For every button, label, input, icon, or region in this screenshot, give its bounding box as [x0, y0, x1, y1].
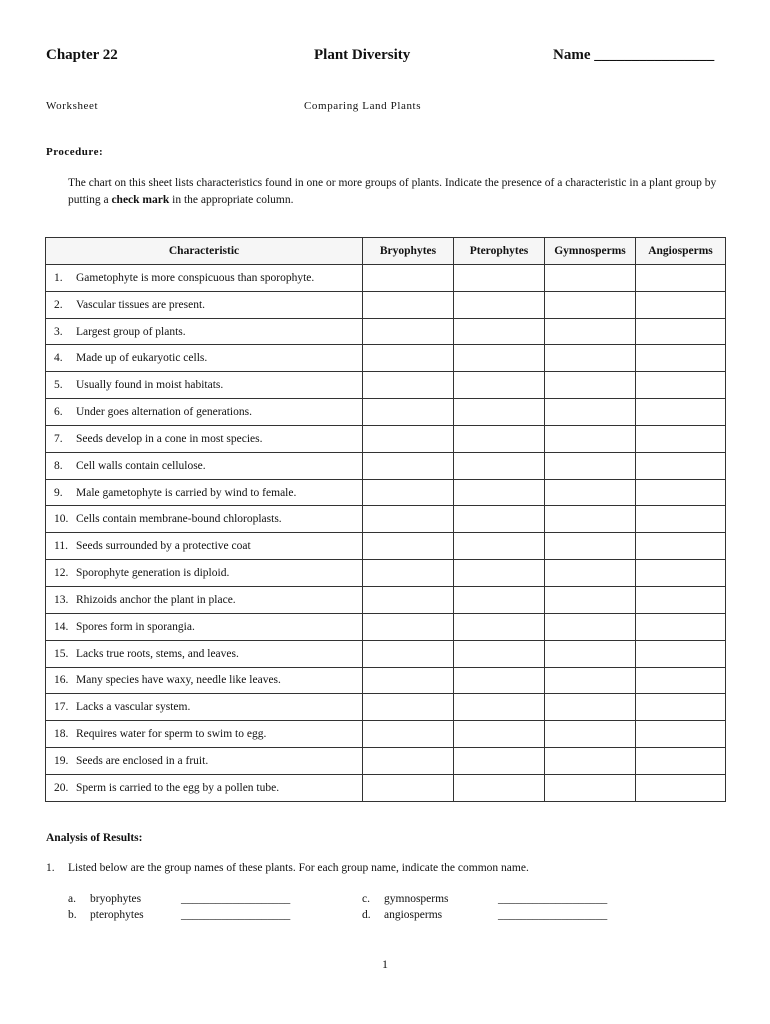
answer-item-d	[362, 909, 442, 921]
checkbox-cell-gymnosperms[interactable]	[545, 506, 636, 533]
checkbox-cell-pterophytes[interactable]	[454, 318, 545, 345]
row-number: 8.	[54, 459, 63, 472]
item-letter: c.	[362, 893, 370, 905]
checkbox-cell-gymnosperms[interactable]	[545, 372, 636, 399]
characteristic-cell	[46, 318, 363, 345]
question-number: 1.	[46, 862, 55, 874]
table-row	[46, 291, 726, 318]
checkbox-cell-angiosperms[interactable]	[636, 264, 726, 291]
row-number: 6.	[54, 406, 63, 419]
checkbox-cell-angiosperms[interactable]	[636, 425, 726, 452]
checkbox-cell-pterophytes[interactable]	[454, 372, 545, 399]
checkbox-cell-angiosperms[interactable]	[636, 318, 726, 345]
checkbox-cell-bryophytes[interactable]	[363, 425, 454, 452]
checkbox-cell-pterophytes[interactable]	[454, 425, 545, 452]
checkbox-cell-gymnosperms[interactable]	[545, 560, 636, 587]
characteristic-cell	[46, 667, 363, 694]
name-field[interactable]: Name ________________	[553, 47, 715, 63]
answer-blank-d[interactable]: ___________________	[498, 909, 608, 921]
question-text: Listed below are the group names of these plants. For each group name, indicate the common name.	[68, 862, 529, 874]
checkbox-cell-bryophytes[interactable]	[363, 640, 454, 667]
characteristic-text: Seeds are enclosed in a fruit.	[76, 755, 209, 767]
checkbox-cell-bryophytes[interactable]	[363, 399, 454, 426]
characteristic-cell	[46, 372, 363, 399]
table-row	[46, 640, 726, 667]
checkbox-cell-angiosperms[interactable]	[636, 774, 726, 801]
checkbox-cell-pterophytes[interactable]	[454, 479, 545, 506]
checkbox-cell-bryophytes[interactable]	[363, 452, 454, 479]
checkbox-cell-bryophytes[interactable]	[363, 533, 454, 560]
row-number: 5.	[54, 379, 63, 392]
item-letter: b.	[68, 909, 77, 921]
col-header-bryophytes: Bryophytes	[363, 238, 454, 265]
item-name: gymnosperms	[384, 893, 449, 905]
characteristic-text: Many species have waxy, needle like leaves.	[76, 674, 281, 687]
checkbox-cell-gymnosperms[interactable]	[545, 425, 636, 452]
characteristic-text: Spores form in sporangia.	[76, 620, 195, 633]
checkbox-cell-bryophytes[interactable]	[363, 560, 454, 587]
characteristic-text: Under goes alternation of generations.	[76, 406, 252, 419]
checkbox-cell-gymnosperms[interactable]	[545, 587, 636, 614]
characteristic-cell	[46, 748, 363, 775]
col-header-angiosperms: Angiosperms	[636, 238, 726, 265]
checkbox-cell-gymnosperms[interactable]	[545, 399, 636, 426]
item-name: bryophytes	[90, 893, 142, 905]
table-row	[46, 318, 726, 345]
characteristic-cell	[46, 613, 363, 640]
checkbox-cell-gymnosperms[interactable]	[545, 694, 636, 721]
checkbox-cell-gymnosperms[interactable]	[545, 452, 636, 479]
checkbox-cell-angiosperms[interactable]	[636, 452, 726, 479]
table-row	[46, 452, 726, 479]
checkbox-cell-bryophytes[interactable]	[363, 506, 454, 533]
col-header-characteristic: Characteristic	[46, 238, 363, 265]
procedure-heading: Procedure:	[46, 146, 104, 158]
checkbox-cell-gymnosperms[interactable]	[545, 640, 636, 667]
checkbox-cell-gymnosperms[interactable]	[545, 667, 636, 694]
answer-blank-a[interactable]: ___________________	[181, 893, 291, 905]
characteristic-text: Cells contain membrane-bound chloroplasts.	[76, 513, 282, 526]
checkbox-cell-pterophytes[interactable]	[454, 694, 545, 721]
page-title: Plant Diversity	[314, 47, 411, 63]
row-number: 10.	[54, 513, 69, 526]
checkbox-cell-bryophytes[interactable]	[363, 318, 454, 345]
row-number: 13.	[54, 593, 69, 606]
chapter-label: Chapter 22	[46, 47, 118, 63]
table-row	[46, 399, 726, 426]
checkbox-cell-angiosperms[interactable]	[636, 399, 726, 426]
row-number: 15.	[54, 647, 69, 660]
checkbox-cell-angiosperms[interactable]	[636, 533, 726, 560]
answer-item-a	[68, 893, 141, 905]
characteristic-cell	[46, 721, 363, 748]
checkbox-cell-pterophytes[interactable]	[454, 291, 545, 318]
checkbox-cell-angiosperms[interactable]	[636, 560, 726, 587]
characteristic-text: Seeds develop in a cone in most species.	[76, 432, 263, 445]
row-number: 18.	[54, 728, 69, 741]
checkbox-cell-pterophytes[interactable]	[454, 613, 545, 640]
row-number: 20.	[54, 781, 69, 794]
checkbox-cell-pterophytes[interactable]	[454, 640, 545, 667]
checkbox-cell-bryophytes[interactable]	[363, 774, 454, 801]
worksheet-label: Worksheet	[46, 100, 99, 112]
row-number: 9.	[54, 486, 63, 499]
checkbox-cell-bryophytes[interactable]	[363, 291, 454, 318]
table-row	[46, 667, 726, 694]
table-row	[46, 560, 726, 587]
row-number: 11.	[54, 540, 68, 553]
table-row	[46, 694, 726, 721]
row-number: 2.	[54, 298, 63, 311]
table-row	[46, 372, 726, 399]
page-number: 1	[382, 957, 388, 971]
answer-blank-c[interactable]: ___________________	[498, 893, 608, 905]
answer-item-c	[362, 893, 449, 905]
table-header-row	[46, 238, 726, 265]
checkbox-cell-pterophytes[interactable]	[454, 774, 545, 801]
table-row	[46, 425, 726, 452]
characteristic-cell	[46, 345, 363, 372]
table-row	[46, 774, 726, 801]
procedure-instructions	[68, 175, 718, 209]
checkbox-cell-gymnosperms[interactable]	[545, 613, 636, 640]
checkbox-cell-pterophytes[interactable]	[454, 452, 545, 479]
checkbox-cell-bryophytes[interactable]	[363, 372, 454, 399]
checkbox-cell-pterophytes[interactable]	[454, 533, 545, 560]
item-name: pterophytes	[90, 909, 144, 921]
checkbox-cell-pterophytes[interactable]	[454, 721, 545, 748]
characteristic-text: Sperm is carried to the egg by a pollen tube.	[76, 781, 280, 794]
col-header-gymnosperms: Gymnosperms	[545, 238, 636, 265]
characteristic-cell	[46, 640, 363, 667]
checkbox-cell-angiosperms[interactable]	[636, 721, 726, 748]
row-number: 7.	[54, 432, 63, 445]
checkbox-cell-bryophytes[interactable]	[363, 748, 454, 775]
characteristic-cell	[46, 694, 363, 721]
characteristic-cell	[46, 479, 363, 506]
checkbox-cell-gymnosperms[interactable]	[545, 345, 636, 372]
characteristic-cell	[46, 560, 363, 587]
characteristic-text: Gametophyte is more conspicuous than sporophyte.	[76, 271, 315, 284]
table-row	[46, 533, 726, 560]
checkbox-cell-pterophytes[interactable]	[454, 748, 545, 775]
checkbox-cell-angiosperms[interactable]	[636, 694, 726, 721]
analysis-heading: Analysis of Results:	[46, 832, 143, 844]
characteristic-cell	[46, 264, 363, 291]
item-letter: d.	[362, 909, 371, 921]
checkbox-cell-gymnosperms[interactable]	[545, 318, 636, 345]
instructions-text-1: The chart on this sheet lists characteristics found in one or more groups of plants. Indicate the presence of a characteristic in a plant group by putting a	[68, 177, 717, 206]
checkbox-cell-pterophytes[interactable]	[454, 560, 545, 587]
table-row	[46, 264, 726, 291]
characteristics-table	[45, 237, 726, 802]
row-number: 16.	[54, 674, 69, 687]
row-number: 12.	[54, 567, 69, 580]
characteristic-text: Male gametophyte is carried by wind to female.	[76, 486, 297, 499]
checkbox-cell-pterophytes[interactable]	[454, 506, 545, 533]
checkbox-cell-angiosperms[interactable]	[636, 345, 726, 372]
item-name: angiosperms	[384, 909, 443, 921]
checkbox-cell-bryophytes[interactable]	[363, 613, 454, 640]
table-row	[46, 587, 726, 614]
checkbox-cell-gymnosperms[interactable]	[545, 721, 636, 748]
characteristic-cell	[46, 452, 363, 479]
checkbox-cell-pterophytes[interactable]	[454, 264, 545, 291]
row-number: 4.	[54, 352, 63, 365]
answer-blank-b[interactable]: ___________________	[181, 909, 291, 921]
row-number: 19.	[54, 755, 69, 767]
checkbox-cell-pterophytes[interactable]	[454, 345, 545, 372]
checkbox-cell-angiosperms[interactable]	[636, 640, 726, 667]
worksheet-subtitle: Comparing Land Plants	[304, 100, 422, 112]
characteristic-cell	[46, 774, 363, 801]
characteristic-text: Lacks true roots, stems, and leaves.	[76, 647, 239, 660]
instructions-text-2: in the appropriate column.	[169, 194, 294, 206]
checkbox-cell-angiosperms[interactable]	[636, 372, 726, 399]
checkbox-cell-gymnosperms[interactable]	[545, 291, 636, 318]
checkbox-cell-gymnosperms[interactable]	[545, 264, 636, 291]
checkbox-cell-angiosperms[interactable]	[636, 506, 726, 533]
row-number: 14.	[54, 620, 69, 633]
characteristic-text: Seeds surrounded by a protective coat	[76, 540, 251, 553]
characteristic-cell	[46, 587, 363, 614]
question-1	[46, 862, 529, 874]
checkbox-cell-bryophytes[interactable]	[363, 264, 454, 291]
checkbox-cell-angiosperms[interactable]	[636, 667, 726, 694]
checkbox-cell-angiosperms[interactable]	[636, 291, 726, 318]
characteristic-text: Largest group of plants.	[76, 325, 186, 338]
answer-item-b	[68, 909, 144, 921]
checkbox-cell-angiosperms[interactable]	[636, 613, 726, 640]
row-number: 17.	[54, 701, 69, 714]
table-row	[46, 345, 726, 372]
checkbox-cell-bryophytes[interactable]	[363, 667, 454, 694]
instructions-bold: check mark	[111, 194, 170, 206]
checkbox-cell-bryophytes[interactable]	[363, 587, 454, 614]
checkbox-cell-pterophytes[interactable]	[454, 399, 545, 426]
col-header-pterophytes: Pterophytes	[454, 238, 545, 265]
table-row	[46, 748, 726, 775]
checkbox-cell-pterophytes[interactable]	[454, 587, 545, 614]
row-number: 1.	[54, 271, 63, 284]
characteristic-cell	[46, 506, 363, 533]
characteristic-text: Made up of eukaryotic cells.	[76, 352, 208, 365]
table-row	[46, 721, 726, 748]
checkbox-cell-angiosperms[interactable]	[636, 479, 726, 506]
characteristic-cell	[46, 291, 363, 318]
characteristic-cell	[46, 425, 363, 452]
characteristic-text: Usually found in moist habitats.	[76, 379, 224, 392]
characteristic-text: Rhizoids anchor the plant in place.	[76, 593, 236, 606]
table-row	[46, 506, 726, 533]
checkbox-cell-angiosperms[interactable]	[636, 748, 726, 775]
checkbox-cell-bryophytes[interactable]	[363, 721, 454, 748]
checkbox-cell-bryophytes[interactable]	[363, 345, 454, 372]
characteristic-text: Cell walls contain cellulose.	[76, 459, 206, 472]
characteristic-text: Requires water for sperm to swim to egg.	[76, 728, 267, 741]
checkbox-cell-gymnosperms[interactable]	[545, 748, 636, 775]
table-row	[46, 613, 726, 640]
checkbox-cell-gymnosperms[interactable]	[545, 533, 636, 560]
checkbox-cell-bryophytes[interactable]	[363, 694, 454, 721]
characteristic-text: Lacks a vascular system.	[76, 701, 191, 714]
characteristic-cell	[46, 399, 363, 426]
checkbox-cell-bryophytes[interactable]	[363, 479, 454, 506]
checkbox-cell-angiosperms[interactable]	[636, 587, 726, 614]
table-row	[46, 479, 726, 506]
checkbox-cell-gymnosperms[interactable]	[545, 479, 636, 506]
checkbox-cell-gymnosperms[interactable]	[545, 774, 636, 801]
characteristic-text: Sporophyte generation is diploid.	[76, 567, 230, 580]
characteristic-cell	[46, 533, 363, 560]
checkbox-cell-pterophytes[interactable]	[454, 667, 545, 694]
characteristic-text: Vascular tissues are present.	[76, 298, 206, 311]
row-number: 3.	[54, 325, 63, 338]
item-letter: a.	[68, 893, 76, 905]
